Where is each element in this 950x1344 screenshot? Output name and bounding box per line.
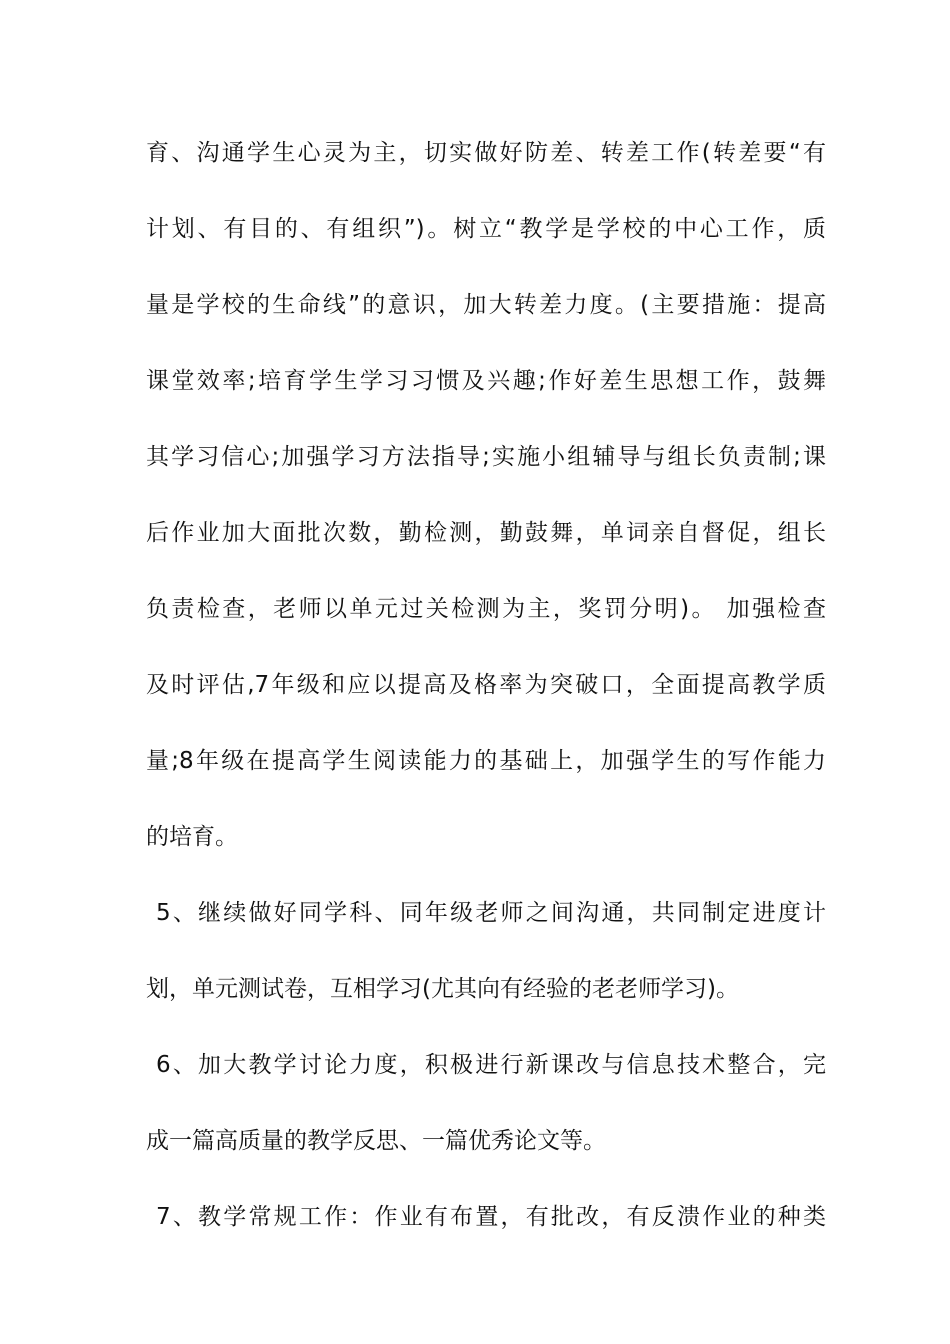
text-line: 6、加大教学讨论力度，积极进行新课改与信息技术整合，完 xyxy=(156,1052,826,1078)
document-body xyxy=(146,131,826,1271)
text-line: 育、沟通学生心灵为主，切实做好防差、转差工作(转差要“有 xyxy=(146,140,826,166)
text-line: 及时评估,7年级和应以提高及格率为突破口，全面提高教学质 xyxy=(146,672,826,698)
text-line: 负责检查，老师以单元过关检测为主，奖罚分明)。 加强检查 xyxy=(146,596,826,622)
text-line: 计划、有目的、有组织”)。树立“教学是学校的中心工作，质 xyxy=(146,216,826,242)
text-line: 量;8年级在提高学生阅读能力的基础上，加强学生的写作能力 xyxy=(146,748,826,774)
text-line: 量是学校的生命线”的意识，加大转差力度。(主要措施：提高 xyxy=(146,292,826,318)
text-line: 后作业加大面批次数，勤检测，勤鼓舞，单词亲自督促，组长 xyxy=(146,520,826,546)
text-line: 课堂效率;培育学生学习习惯及兴趣;作好差生思想工作，鼓舞 xyxy=(146,368,826,394)
text-line: 成一篇高质量的教学反思、一篇优秀论文等。 xyxy=(146,1128,606,1154)
text-line: 5、继续做好同学科、同年级老师之间沟通，共同制定进度计 xyxy=(156,900,826,926)
text-line: 划，单元测试卷，互相学习(尤其向有经验的老老师学习)。 xyxy=(146,976,739,1002)
text-line: 其学习信心;加强学习方法指导;实施小组辅导与组长负责制;课 xyxy=(146,444,826,470)
text-line: 的培育。 xyxy=(146,824,238,850)
text-line: 7、教学常规工作：作业有布置，有批改，有反溃作业的种类 xyxy=(156,1204,826,1230)
